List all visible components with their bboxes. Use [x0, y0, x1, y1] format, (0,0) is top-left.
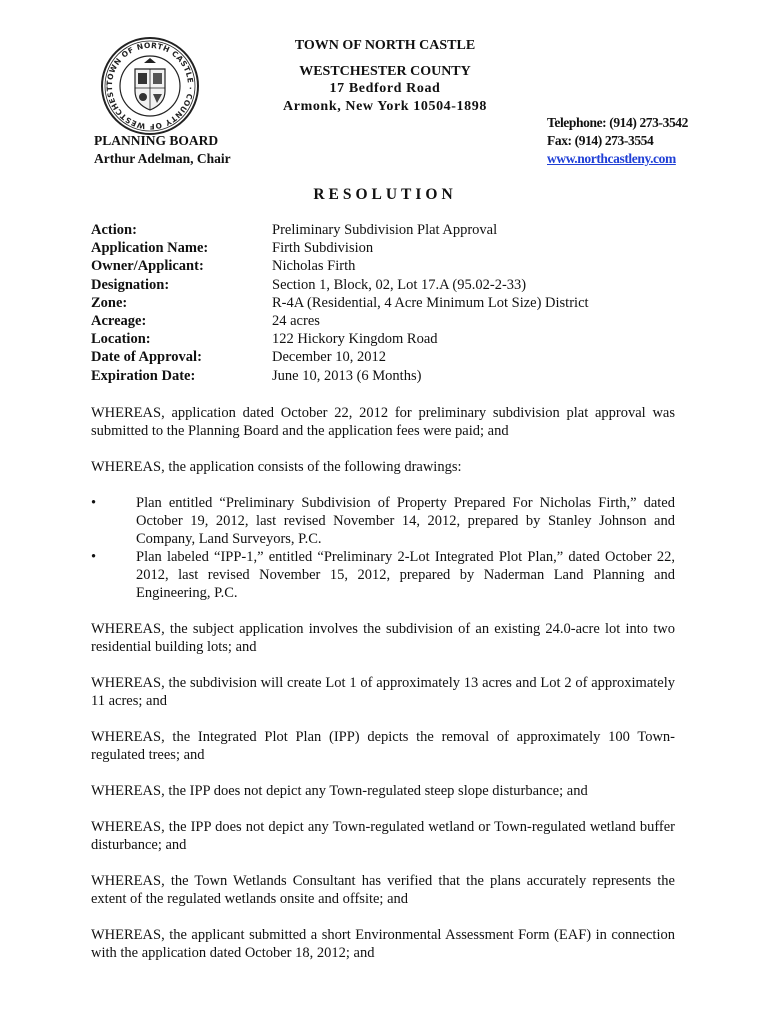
- fact-label: Designation:: [91, 276, 170, 293]
- bullet-icon: •: [91, 549, 97, 565]
- document-title: RESOLUTION: [313, 186, 457, 203]
- seal-text: TOWN OF NORTH CASTLE · COUNTY OF WESTCHEST: [104, 40, 196, 132]
- telephone: Telephone: (914) 273-3542: [547, 115, 688, 130]
- fact-row: [91, 276, 692, 294]
- resolution-body: [91, 404, 675, 980]
- fact-value: Section 1, Block, 02, Lot 17.A (95.02-2-33): [272, 276, 527, 293]
- town-name: TOWN OF NORTH CASTLE: [294, 38, 476, 53]
- list-item: [91, 548, 675, 602]
- fact-label: Zone:: [91, 294, 128, 311]
- fact-row: [91, 312, 692, 330]
- fact-label: Action:: [91, 222, 137, 238]
- fact-value: December 10, 2012: [272, 349, 386, 366]
- contact-block: [547, 114, 688, 168]
- whereas-paragraph: WHEREAS, the IPP does not depict any Town-regulated steep slope disturbance; and: [91, 783, 588, 799]
- whereas-paragraph: WHEREAS, the applicant submitted a short Environmental Assessment Form (EAF) in connection with the application dated October 18, 2012; and: [91, 927, 675, 961]
- fact-value: Firth Subdivision: [272, 240, 374, 257]
- whereas-paragraph: WHEREAS, application dated October 22, 2012 for preliminary subdivision plat approval was submitted to the Planning Board and the application fees were paid; and: [91, 405, 675, 439]
- whereas-paragraph: WHEREAS, the application consists of the following drawings:: [91, 459, 462, 475]
- fact-row: [91, 239, 692, 257]
- website-link[interactable]: www.northcastleny.com: [547, 151, 676, 166]
- list-item: [91, 494, 675, 548]
- list-item-text: Plan labeled “IPP-1,” entitled “Preliminary 2-Lot Integrated Plot Plan,” dated October 22, 2012, last revised November 15, 2012, prepared by Naderman Land Planning and Engineering, P.C.: [136, 549, 675, 601]
- board-chair: Arthur Adelman, Chair: [94, 151, 231, 166]
- street-address: 17 Bedford Road: [329, 81, 441, 96]
- bullet-icon: •: [91, 495, 97, 511]
- fact-value: June 10, 2013 (6 Months): [272, 367, 422, 384]
- fact-row: [91, 348, 692, 366]
- fact-value: 24 acres: [272, 313, 320, 330]
- fact-row: [91, 330, 692, 348]
- drawings-list: [91, 494, 675, 602]
- fact-value: Preliminary Subdivision Plat Approval: [272, 222, 498, 238]
- planning-board-block: [94, 132, 231, 168]
- whereas-paragraph: WHEREAS, the Integrated Plot Plan (IPP) depicts the removal of approximately 100 Town-regulated trees; and: [91, 729, 675, 763]
- board-name: PLANNING BOARD: [94, 133, 219, 148]
- fact-label: Date of Approval:: [91, 349, 202, 366]
- fact-label: Owner/Applicant:: [91, 258, 204, 275]
- fact-row: [91, 221, 692, 239]
- fax: Fax: (914) 273-3554: [547, 133, 654, 148]
- whereas-paragraph: WHEREAS, the subject application involves the subdivision of an existing 24.0-acre lot into two residential building lots; and: [91, 621, 675, 655]
- fact-label: Location:: [91, 331, 151, 348]
- fact-value: Nicholas Firth: [272, 258, 356, 275]
- fact-row: [91, 294, 692, 312]
- fact-value: R-4A (Residential, 4 Acre Minimum Lot Size) District: [272, 294, 589, 311]
- fact-label: Acreage:: [91, 313, 147, 330]
- whereas-paragraph: WHEREAS, the IPP does not depict any Town-regulated wetland or Town-regulated wetland buffer disturbance; and: [91, 819, 675, 853]
- whereas-paragraph: WHEREAS, the Town Wetlands Consultant has verified that the plans accurately represents the extent of the regulated wetlands onsite and offsite; and: [91, 873, 675, 907]
- county-name: WESTCHESTER COUNTY: [299, 64, 471, 79]
- fact-row: [91, 257, 692, 275]
- fact-label: Expiration Date:: [91, 367, 196, 384]
- fact-label: Application Name:: [91, 240, 209, 257]
- resolution-facts: [91, 221, 692, 385]
- whereas-paragraph: WHEREAS, the subdivision will create Lot 1 of approximately 13 acres and Lot 2 of approximately 11 acres; and: [91, 675, 675, 709]
- fact-value: 122 Hickory Kingdom Road: [272, 331, 438, 348]
- city-address: Armonk, New York 10504-1898: [283, 99, 487, 114]
- fact-row: [91, 367, 692, 385]
- list-item-text: Plan entitled “Preliminary Subdivision of Property Prepared For Nicholas Firth,” dated October 19, 2012, last revised November 14, 2012, prepared by Stanley Johnson and Company, Land Surveyors, P.C.: [136, 495, 675, 547]
